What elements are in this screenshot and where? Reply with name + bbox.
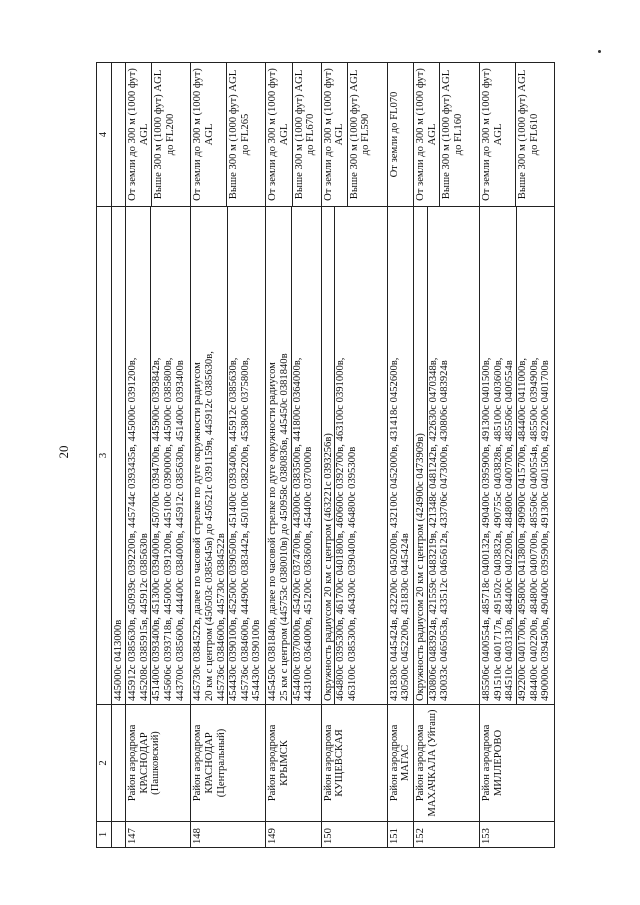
altitude-limit: Выше 300 м (1000 фут) AGL до FL160	[439, 63, 479, 206]
coordinate-line: 443100с 0364000в, 451200с 0363600в, 454400с 0370000в	[303, 446, 315, 701]
vertical-limits-cell	[191, 63, 266, 207]
coordinates-cell	[480, 207, 555, 705]
coordinate-line: 451400с 0393400в, 451300с 0394000в, 450700с 0394700в, 445900с 0393842в,	[150, 207, 163, 704]
airspace-table	[96, 62, 555, 848]
coordinate-line: 491510с 0401717в, 491502с 0403832в, 490755с 0403828в, 485100с 0403600в,	[492, 357, 504, 701]
column-header: 1	[97, 822, 112, 848]
header-row	[97, 63, 112, 848]
coordinates-cell: 445000с 0413000в	[111, 207, 126, 705]
altitude-limit: Выше 300 м (1000 фут) AGL до FL670	[292, 63, 321, 206]
coordinate-line: 430500с 0452200в, 431830с 0445424в	[400, 533, 412, 701]
table-row	[321, 63, 387, 848]
aerodrome-area-name: Район аэродрома КРАСНОДАР (Пашковский)	[126, 705, 191, 822]
coordinate-line: 431830с 0445424в, 432200с 0450200в, 432100с 0452000в, 431418с 0452600в,	[388, 357, 400, 701]
coordinate-line: 430806с 0483924в, 421559с 0483219в, 421348с 0481242в, 422630с 0470348в,	[427, 207, 440, 704]
coordinate-line: 484510с 0403130в, 484400с 0402200в, 484800с 0400700в, 485506с 0400554в	[504, 360, 516, 701]
row-number: 147	[126, 822, 191, 848]
coordinate-line: 445736с 0384600в, 444900с 0383442в, 450100с 0382200в, 453800с 0375800в,	[239, 357, 251, 701]
rotated-page	[96, 63, 616, 848]
coordinate-line: 463100с 0385300в, 464300с 0390400в, 464800с 0395300в	[346, 446, 358, 701]
vertical-limits-cell	[413, 63, 479, 207]
coordinate-line: 445912с 0385630в, 450939с 0392200в, 445744с 0393435в, 445000с 0391200в,	[127, 357, 139, 701]
table-row	[191, 63, 266, 848]
column-header: 3	[97, 207, 112, 705]
table-row	[387, 63, 413, 848]
coordinate-line: 430033с 0465053в, 433512с 0465612в, 433706с 0473000в, 430806с 0483924в	[439, 360, 451, 701]
coordinate-line: 485506с 0400554в, 485718с 0400132в, 490400с 0395900в, 491300с 0401500в,	[481, 357, 493, 701]
aerodrome-area-name: Район аэродрома КРАСНОДАР (Центральный)	[191, 705, 266, 822]
row-number: 152	[413, 822, 479, 848]
coordinate-line: 445730с 0384522в, далее по часовой стрелке по дуге окружности радиусом	[192, 362, 204, 701]
page-number: 20	[56, 445, 71, 459]
altitude-limit: От земли до 300 м (1000 фут) AGL	[192, 68, 215, 201]
coordinates-cell	[387, 207, 413, 705]
stray-mark	[598, 50, 601, 53]
table-row	[480, 63, 555, 848]
vertical-limits-cell	[126, 63, 191, 207]
table-row	[413, 63, 479, 848]
vertical-limits-cell	[321, 63, 387, 207]
aerodrome-area-name: Район аэродрома КРЫМСК	[266, 705, 321, 822]
table-row	[126, 63, 191, 848]
coordinate-line: 445736с 0384600в, 445730с 0384522в	[215, 533, 227, 701]
altitude-limit: От земли до FL070	[388, 91, 400, 178]
aerodrome-area-name: Район аэродрома МИЛЛЕРОВО	[480, 705, 555, 822]
vertical-limits-cell	[480, 63, 555, 207]
coordinate-line: 20 км с центром (450503с 0385645в) до 450521с 0391159в, 445912с 0385630в,	[203, 351, 215, 701]
column-header: 2	[97, 705, 112, 822]
altitude-limit: Выше 300 м (1000 фут) AGL до FL610	[515, 63, 554, 206]
row-number: 153	[480, 822, 555, 848]
row-number: 149	[266, 822, 321, 848]
coordinate-line: 25 км с центром (445753с 0380010в) до 450958с 0380836в, 445450с 0381840в	[278, 353, 290, 701]
coordinate-line: 445606с 0393718в, 445000с 0391200в, 445100с 0390000в, 445000с 0385800в,	[162, 357, 174, 701]
coordinate-line: 454400с 0370000в, 454200с 0374700в, 443000с 0383500в, 441800с 0364000в,	[291, 207, 304, 704]
aerodrome-area-name: Район аэродрома МАХАЧКАЛА (Уйташ)	[413, 705, 479, 822]
coordinate-line: 464800с 0395300в, 461700с 0401800в, 460600с 0392700в, 463100с 0391000в,	[334, 207, 347, 704]
vertical-limits-cell	[387, 63, 413, 207]
column-header: 4	[97, 63, 112, 207]
vertical-limits-cell	[266, 63, 321, 207]
altitude-limit: От земли до 300 м (1000 фут) AGL	[414, 68, 438, 201]
coordinate-line: 454430с 0390100в, 452500с 0390500в, 451400с 0393400в, 445912с 0385630в,	[227, 207, 240, 704]
altitude-limit: От земли до 300 м (1000 фут) AGL	[481, 68, 504, 201]
coordinate-line: 484400с 0402200в, 484800с 0400700в, 485506с 0400554в, 485500с 0394900в,	[528, 357, 540, 701]
coordinate-line: 490000с 0394500в, 490400с 0395900в, 491300с 0401500в, 492200с 0401700в	[540, 360, 552, 701]
aerodrome-area-name: Район аэродрома КУЩЕВСКАЯ	[321, 705, 387, 822]
coordinate-line: Окружность радиусом 20 км с центром (463221с 0393256в)	[322, 433, 334, 701]
altitude-limit: От земли до 300 м (1000 фут) AGL	[267, 68, 290, 201]
coordinate-line: 445208с 0385915в, 445912с 0385630в	[138, 533, 150, 701]
coordinate-line: 445450с 0381840в, далее по часовой стрелке по дуге окружности радиусом	[267, 362, 279, 701]
coordinate-line: 443700с 0385600в, 444400с 0384000в, 445912с 0385630в, 451400с 0393400в	[174, 360, 186, 701]
altitude-limit: Выше 300 м (1000 фут) AGL до FL265	[226, 63, 265, 206]
altitude-limit: Выше 300 м (1000 фут) AGL до FL590	[347, 63, 387, 206]
continuation-row	[111, 63, 126, 848]
coordinates-cell	[126, 207, 191, 705]
aerodrome-area-name: Район аэродрома МАГАС	[387, 705, 413, 822]
coordinates-cell	[321, 207, 387, 705]
coordinate-line: Окружность радиусом 20 км с центром (424900с 0473909в)	[414, 433, 426, 701]
row-number: 148	[191, 822, 266, 848]
coordinate-line: 492200с 0401700в, 495800с 0413800в, 490900с 0415700в, 484400с 0411000в,	[516, 207, 529, 704]
altitude-limit: От земли до 300 м (1000 фут) AGL	[127, 68, 150, 201]
row-number: 150	[321, 822, 387, 848]
coordinates-cell	[266, 207, 321, 705]
altitude-limit: От земли до 300 м (1000 фут) AGL	[322, 68, 346, 201]
coordinates-cell	[191, 207, 266, 705]
altitude-limit: Выше 300 м (1000 фут) AGL до FL200	[151, 63, 190, 206]
table-row	[266, 63, 321, 848]
row-number: 151	[387, 822, 413, 848]
coordinates-cell	[413, 207, 479, 705]
coordinate-line: 454430с 0390100в	[251, 619, 263, 701]
